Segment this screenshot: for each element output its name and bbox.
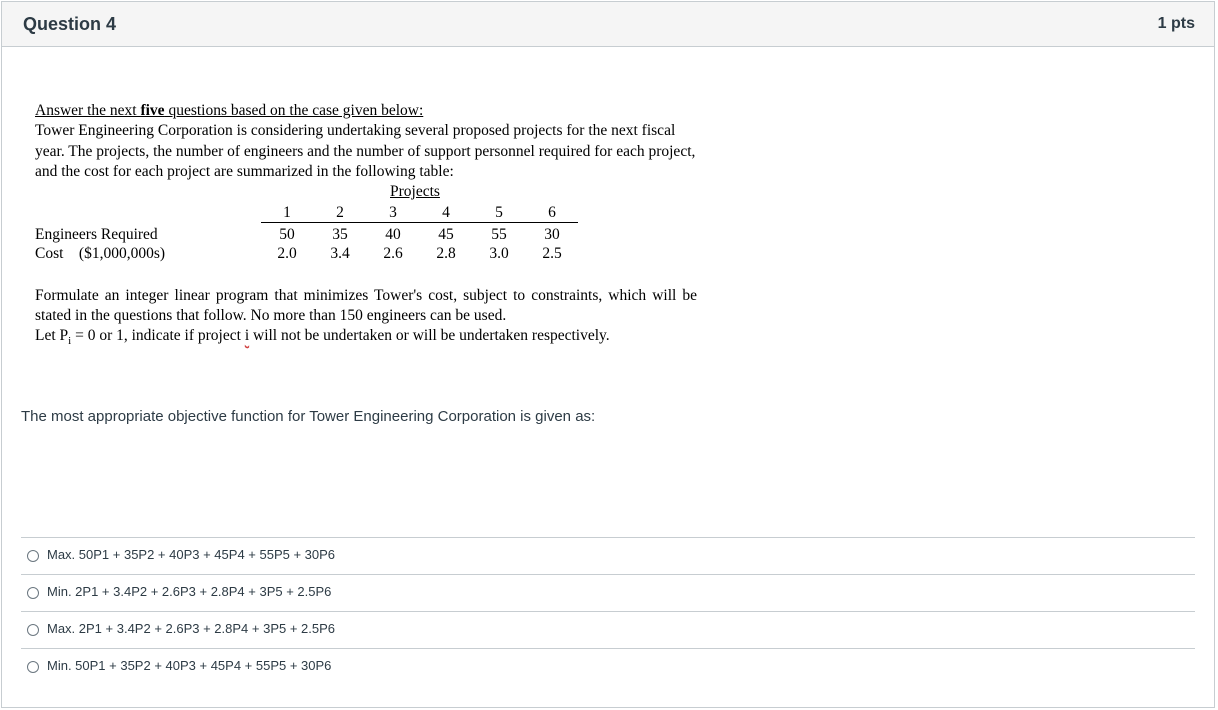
radio-button[interactable]: [27, 587, 39, 599]
formulate-variable-def: Let $P_i = 0$ or 1, indicate if project i will not be undertaken or will be undertaken respectively.: [35, 327, 610, 348]
table-cell: 3.0: [489, 245, 509, 262]
radio-button[interactable]: [27, 624, 39, 636]
table-cell: 45: [438, 226, 454, 243]
table-header-rule: [261, 222, 578, 223]
table-col-header: 3: [389, 204, 397, 221]
table-row-label: Engineers Required: [35, 226, 158, 243]
answer-label[interactable]: Min. 2P1 + 3.4P2 + 2.6P3 + 2.8P4 + 3P5 + 2.5P6: [47, 584, 332, 599]
answer-option[interactable]: [21, 574, 1195, 611]
answer-option[interactable]: [21, 537, 1195, 574]
table-cell: 40: [385, 226, 401, 243]
table-cell: 3.4: [330, 245, 350, 262]
answer-list: [21, 537, 1195, 685]
table-row-label: Cost ($1,000,000s): [35, 245, 166, 262]
table-cell: 2.5: [542, 245, 562, 262]
question-title: Question 4: [23, 14, 117, 34]
question-points: 1 pts: [1157, 15, 1195, 32]
case-body: Tower Engineering Corporation is considering undertaking several proposed projects for the next fiscal year. The projects, the number of engineers and the number of support personnel required for each project, and the cost for each project are summarized in the following table:: [35, 122, 696, 181]
table-cell: 2.8: [436, 245, 456, 262]
table-col-header: 4: [442, 204, 450, 221]
table-col-header: 1: [283, 204, 291, 221]
table-cell: 2.6: [383, 245, 403, 262]
formulate-text: [35, 286, 697, 351]
table-group-title: Projects: [390, 183, 440, 200]
table-col-header: 5: [495, 204, 503, 221]
question-prompt: The most appropriate objective function for Tower Engineering Corporation is given as:: [21, 408, 596, 425]
table-cell: 30: [544, 226, 560, 243]
case-intro: Answer the next five questions based on the case given below:: [35, 102, 424, 119]
table-cell: 50: [279, 226, 295, 243]
formulate-line: Formulate an integer linear program that minimizes Tower's cost, subject to constraints, which will be stated in the questions that follow. No more than 150 engineers can be used.: [35, 287, 697, 324]
answer-label[interactable]: Min. 50P1 + 35P2 + 40P3 + 45P4 + 55P5 + 30P6: [47, 658, 332, 673]
table-cell: 2.0: [277, 245, 297, 262]
radio-button[interactable]: [27, 550, 39, 562]
table-col-header: 6: [548, 204, 556, 221]
question-header: [2, 2, 1214, 47]
case-text: [35, 101, 700, 183]
table-col-header: 2: [336, 204, 344, 221]
answer-label[interactable]: Max. 2P1 + 3.4P2 + 2.6P3 + 2.8P4 + 3P5 + 2.5P6: [47, 621, 336, 636]
answer-option[interactable]: [21, 648, 1195, 685]
answer-option[interactable]: [21, 611, 1195, 648]
radio-button[interactable]: [27, 661, 39, 673]
answer-label[interactable]: Max. 50P1 + 35P2 + 40P3 + 45P4 + 55P5 + 30P6: [47, 547, 336, 562]
table-cell: 55: [491, 226, 507, 243]
table-cell: 35: [332, 226, 348, 243]
